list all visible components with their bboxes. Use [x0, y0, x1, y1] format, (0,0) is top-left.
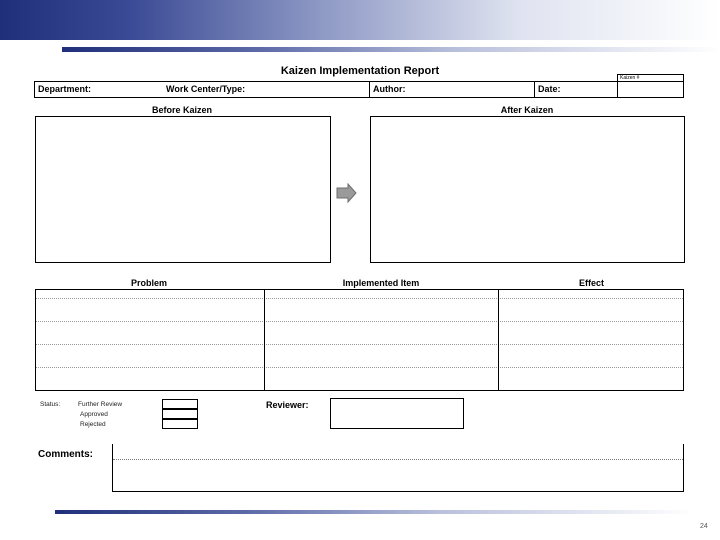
comments-label: Comments: — [38, 449, 94, 460]
work-center-label: Work Center/Type: — [166, 84, 246, 94]
bottom-accent-line — [55, 510, 695, 514]
before-kaizen-label: Before Kaizen — [151, 105, 213, 115]
effect-column-header: Effect — [578, 278, 604, 288]
table-row — [36, 367, 683, 368]
arrow-right-icon — [336, 183, 358, 203]
kaizen-table — [35, 289, 684, 391]
after-kaizen-label: After Kaizen — [500, 105, 554, 115]
rejected-checkbox[interactable] — [162, 419, 198, 429]
comments-line — [113, 459, 683, 460]
author-label: Author: — [373, 84, 406, 94]
status-option-further-review: Further Review — [78, 401, 123, 408]
table-row — [36, 321, 683, 322]
status-label: Status: — [40, 401, 61, 408]
column-divider — [498, 290, 499, 390]
date-label: Date: — [538, 84, 561, 94]
reviewer-label: Reviewer: — [266, 400, 309, 410]
reviewer-field[interactable] — [330, 398, 464, 429]
report-title: Kaizen Implementation Report — [280, 65, 440, 77]
header-gradient-band — [0, 0, 720, 40]
status-option-approved: Approved — [80, 411, 108, 418]
kaizen-number-label: Kaizen # — [617, 74, 684, 82]
comments-field[interactable] — [112, 444, 684, 492]
approved-checkbox[interactable] — [162, 409, 198, 419]
column-divider — [264, 290, 265, 390]
further-review-checkbox[interactable] — [162, 399, 198, 409]
status-option-rejected: Rejected — [80, 421, 106, 428]
top-accent-line — [62, 47, 720, 52]
after-kaizen-box[interactable] — [370, 116, 685, 263]
before-kaizen-box[interactable] — [35, 116, 331, 263]
department-label: Department: — [38, 84, 92, 94]
table-row — [36, 298, 683, 299]
problem-column-header: Problem — [130, 278, 167, 288]
page-number: 24 — [700, 523, 708, 530]
header-fields-row — [34, 81, 684, 98]
implemented-item-column-header: Implemented Item — [342, 278, 420, 288]
table-row — [36, 344, 683, 345]
